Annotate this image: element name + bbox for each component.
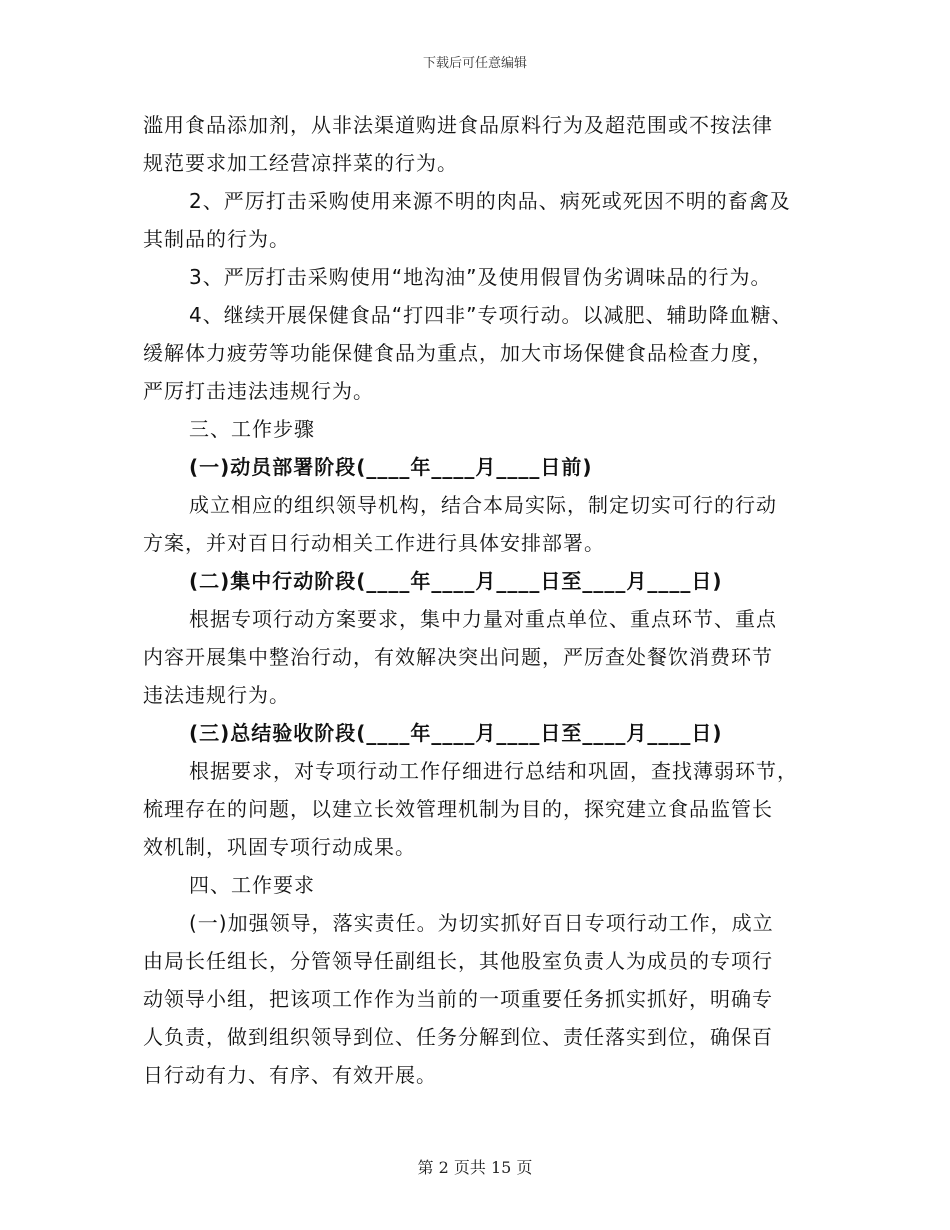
body-text-line: 3、严厉打击采购使用“地沟油”及使用假冒伪劣调味品的行为。 <box>189 265 772 289</box>
body-text-line: 2、严厉打击采购使用来源不明的肉品、病死或死因不明的畜禽及 <box>189 189 791 213</box>
section-heading-line: (三)总结验收阶段(____年____月____日至____月____日) <box>189 721 723 745</box>
body-text-line: 效机制，巩固专项行动成果。 <box>143 835 416 859</box>
body-text-line: 违法违规行为。 <box>143 683 290 707</box>
body-text-line: 根据专项行动方案要求，集中力量对重点单位、重点环节、重点 <box>189 607 777 631</box>
body-text-line: 规范要求加工经营凉拌菜的行为。 <box>143 151 458 175</box>
body-text-line: 动领导小组，把该项工作作为当前的一项重要任务抓实抓好，明确专 <box>143 987 773 1011</box>
page-header: 下载后可任意编辑 <box>422 56 527 71</box>
body-text-line: 四、工作要求 <box>189 873 315 897</box>
page-footer: 第 2 页共 15 页 <box>417 1158 533 1177</box>
body-text-line: 缓解体力疲劳等功能保健食品为重点，加大市场保健食品检查力度， <box>143 341 773 365</box>
body-text-line: 滥用食品添加剂，从非法渠道购进食品原料行为及超范围或不按法律 <box>143 113 773 137</box>
body-text-line: 由局长任组长，分管领导任副组长，其他股室负责人为成员的专项行 <box>143 949 773 973</box>
body-text-line: 日行动有力、有序、有效开展。 <box>143 1063 437 1087</box>
body-text-line: 人负责，做到组织领导到位、任务分解到位、责任落实到位，确保百 <box>143 1025 773 1049</box>
body-text-line: 梳理存在的问题，以建立长效管理机制为目的，探究建立食品监管长 <box>143 797 773 821</box>
body-text-line: 三、工作步骤 <box>189 417 315 441</box>
section-heading-line: (一)动员部署阶段(____年____月____日前) <box>189 455 593 479</box>
body-text-line: (一)加强领导，落实责任。为切实抓好百日专项行动工作，成立 <box>189 911 774 935</box>
body-text-line: 内容开展集中整治行动，有效解决突出问题，严厉查处餐饮消费环节 <box>143 645 773 669</box>
section-heading-line: (二)集中行动阶段(____年____月____日至____月____日) <box>189 569 723 593</box>
body-text-line: 根据要求，对专项行动工作仔细进行总结和巩固，查找薄弱环节， <box>189 759 798 783</box>
body-text-line: 4、继续开展保健食品“打四非”专项行动。以减肥、辅助降血糖、 <box>189 303 793 327</box>
body-text-line: 其制品的行为。 <box>143 227 290 251</box>
body-text-line: 严厉打击违法违规行为。 <box>143 379 374 403</box>
body-text-line: 成立相应的组织领导机构，结合本局实际，制定切实可行的行动 <box>189 493 777 517</box>
body-text-line: 方案，并对百日行动相关工作进行具体安排部署。 <box>143 531 605 555</box>
document-body <box>143 106 823 1094</box>
